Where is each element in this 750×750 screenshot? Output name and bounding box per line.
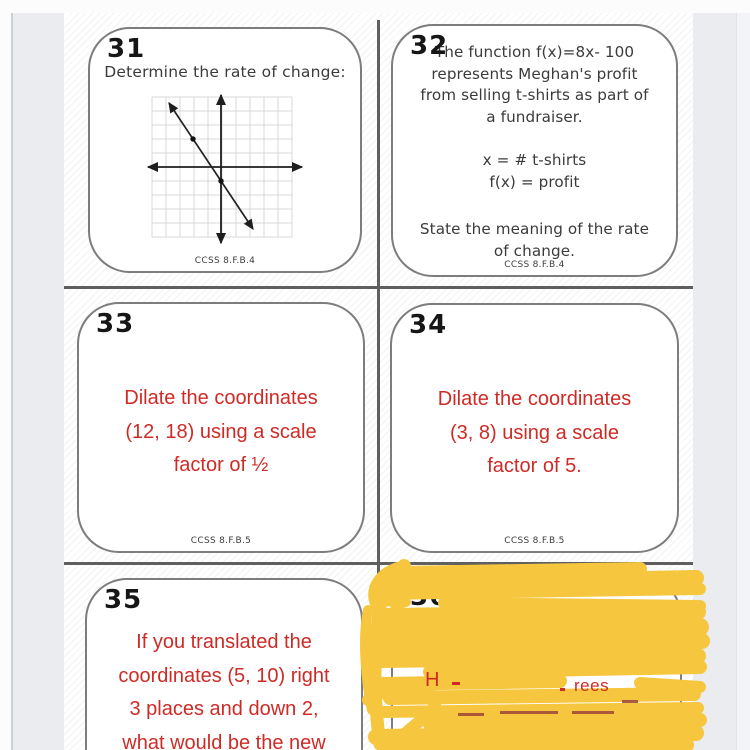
red-line: factor of 5. [487,455,582,477]
slope-graph [140,87,310,251]
ccss-label: CCSS 8.F.B.4 [504,260,565,270]
card-number: 34 [409,310,448,340]
red-text-fragment-left: H [425,669,440,691]
body-line: represents Meghan's profit [431,64,638,83]
task-card-34 [390,303,679,553]
task-card-36 [391,575,682,750]
vertical-cut-line [377,20,380,750]
body-line: a fundraiser. [486,107,583,126]
top-margin [0,0,750,13]
red-line: Dilate the coordinates [437,388,632,410]
ccss-label: CCSS 8.F.B.5 [504,536,565,546]
covered-text-dash [572,711,614,714]
question [393,219,676,262]
covered-text-dash [500,711,558,714]
card-number: 33 [96,309,135,339]
covered-text-dash [622,700,638,703]
left-margin [0,0,11,750]
point-neg2-2 [190,136,195,141]
red-line: coordinates (5, 10) right [118,664,330,687]
body-line: The function f(x)=8x- 100 [434,43,635,61]
red-line: If you translated the [136,631,312,653]
card-number: 36 [410,582,449,612]
card-text [393,26,676,262]
covered-text-dash [458,713,484,716]
task-card-32 [391,24,678,277]
right-margin [736,0,750,750]
red-text-fragment-right: rees [574,676,610,695]
body-line: from selling t-shirts as part of [420,86,649,104]
red-line: (3, 8) using a scale [450,421,619,444]
def-line: f(x) = profit [489,172,580,191]
card-number: 35 [104,585,143,615]
red-text-speck [560,688,565,691]
def-line: x = # t-shirts [482,151,587,169]
definitions [393,150,676,193]
horizontal-cut-line-1 [64,286,693,289]
task-card-33 [77,302,365,553]
red-line: Dilate the coordinates [124,387,318,409]
red-line: factor of ½ [173,454,269,476]
horizontal-cut-line-2 [64,562,693,565]
red-line: what would be the new [122,731,326,750]
card-number: 31 [107,34,146,64]
card-number: 32 [410,31,449,61]
task-card-35 [85,578,363,750]
card-prompt: Determine the rate of change: [104,63,346,81]
question-line: of change. [493,241,576,260]
plotted-line [169,103,253,229]
task-card-31 [88,27,362,273]
red-text-speck [452,682,460,685]
ccss-label: CCSS 8.F.B.5 [190,536,252,546]
point-0-neg1 [218,178,223,183]
ccss-label: CCSS 8.F.B.4 [194,256,256,266]
red-line: 3 places and down 2, [129,698,319,720]
left-margin-divider [11,0,13,750]
question-line: State the meaning of the rate [419,220,650,238]
red-line: (12, 18) using a scale [125,420,317,443]
